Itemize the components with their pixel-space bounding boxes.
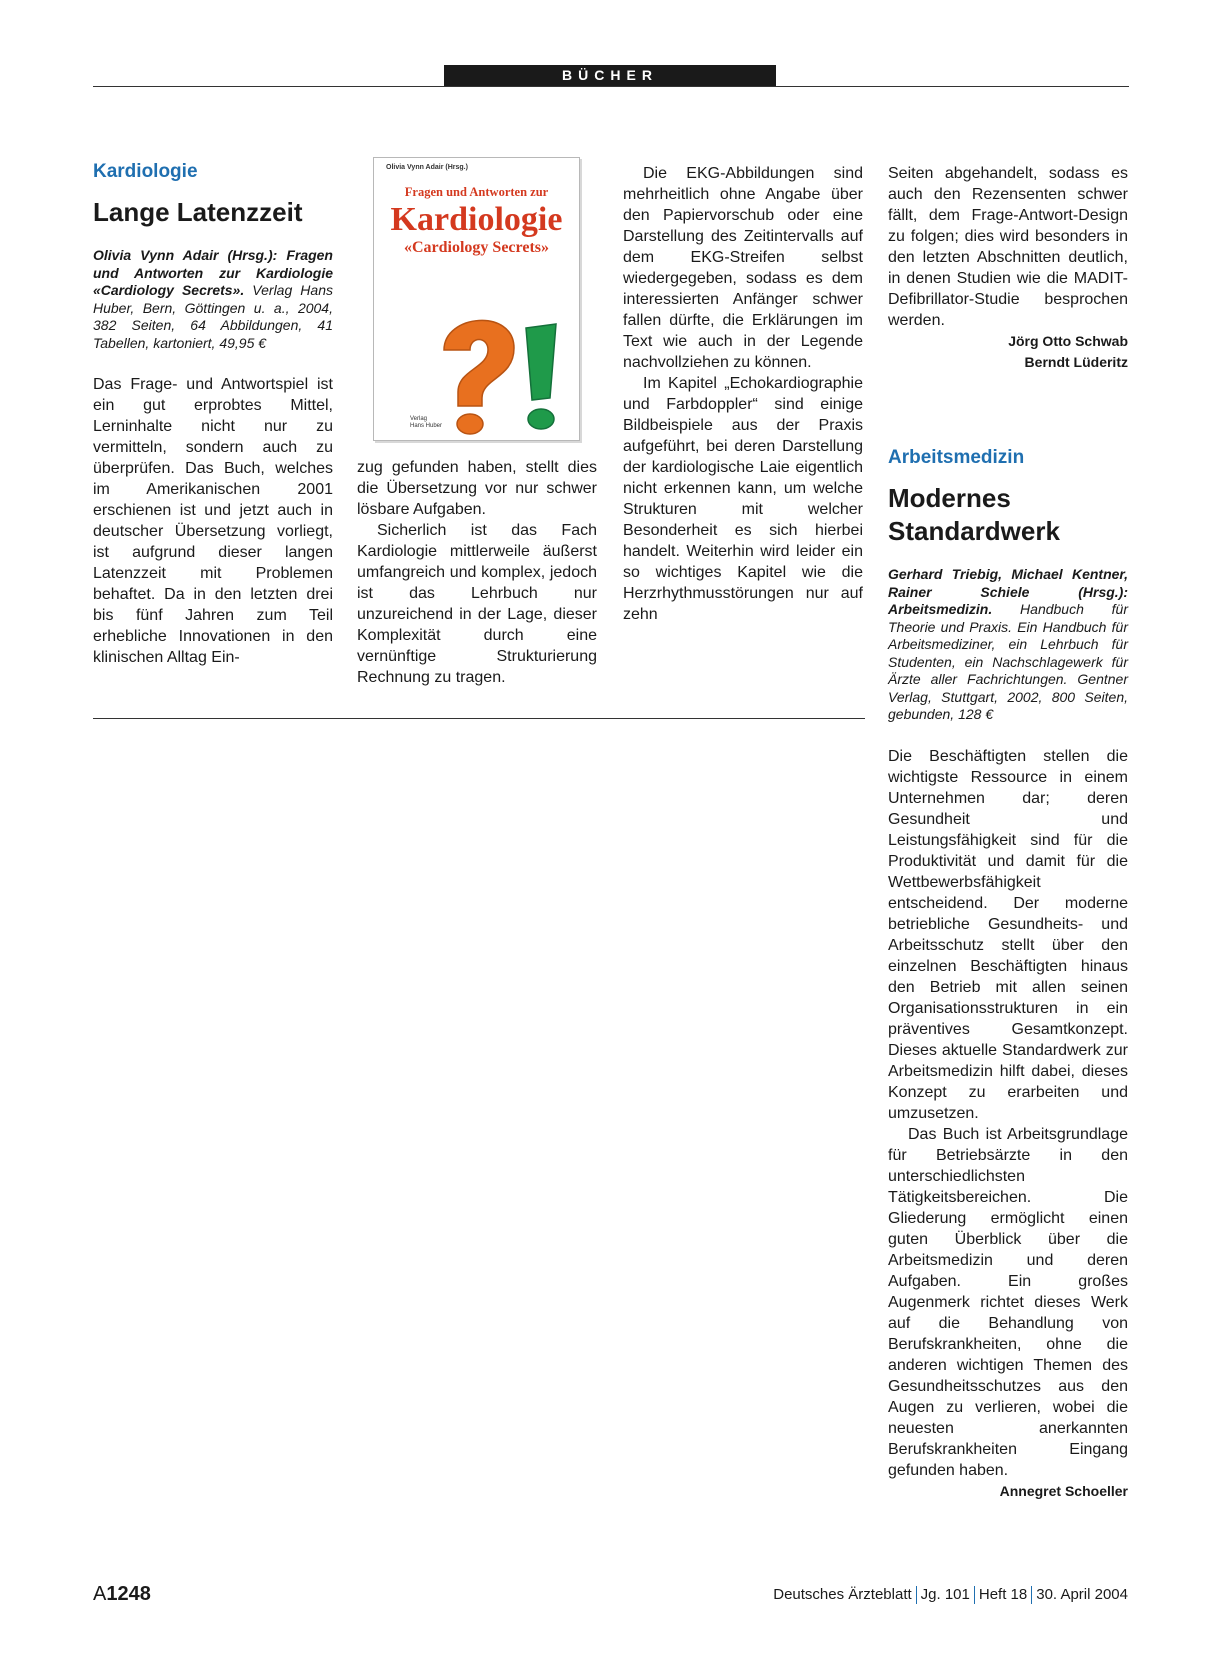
review2-signature: Annegret Schoeller [999, 1482, 1128, 1499]
review1-column1 [93, 160, 333, 668]
review1-paragraph: Das Frage- und Antwortspiel ist ein gut erprobtes Mittel, Lerninhalte nicht nur zu vermitteln, sondern auch zu überprüfen. Das Buch, welches im Amerikanischen 2001 erschienen ist und jetzt auch in deutscher Übersetzung vorliegt, ist aufgrund dieser langen Latenzzeit mit Problemen behaftet. Da in den letzten drei bis fünf Jahren zum Teil erhebliche Innovationen in den klinischen Alltag Ein- [93, 376, 333, 666]
page-number-value: 1248 [106, 1583, 151, 1605]
review2-headline-line2: Standardwerk [888, 516, 1060, 546]
review2-paragraph2-text: Das Buch ist Arbeitsgrundlage für Betriebsärzte in den unterschiedlichsten Tätigkeitsbereichen. Die Gliederung ermöglicht einen guten Überblick über die Arbeitsmedizin und deren Aufgaben. Ein großes Augenmerk richtet dieses Werk auf die Behandlung von Berufskrankheiten, ohne die anderen wichtigen Themen des Gesundheitsschutzes aus den Augen zu verlieren, wobei die neuesten anerkannten Berufskrankheiten Eingang gefunden haben. [888, 1125, 1128, 1479]
review1-biblio-title: Olivia Vynn Adair (Hrsg.): Fragen und Antworten zur Kardiologie «Cardiology Secrets». [93, 247, 333, 298]
page-number [93, 1583, 151, 1606]
footer-journal-info [773, 1586, 1128, 1604]
review1-col2-paragraph1: zug gefunden haben, stellt dies die Übersetzung vor nur schwer lösbare Aufgaben. [357, 459, 597, 518]
book-cover-kardiologie [373, 157, 580, 441]
review2-biblio-details: Handbuch für Theorie und Praxis. Ein Handbuch für Arbeitsmediziner, ein Lehrbuch für Studenten, ein Nachschlagewerk für Ärzte aller Fachrichtungen. Gentner Verlag, Stuttgart, 2002, 800 Seiten, gebunden, 128 € [888, 601, 1128, 722]
review1-column3 [623, 163, 863, 625]
column4 [888, 163, 1128, 1502]
footer-journal: Deutsches Ärzteblatt [773, 1586, 912, 1603]
review2-category: Arbeitsmedizin [888, 447, 1025, 468]
cover-publisher-logo [410, 416, 442, 430]
cover-title-line3: «Cardiology Secrets» [403, 239, 549, 256]
page-prefix: A [93, 1583, 107, 1605]
footer-date: 30. April 2004 [1036, 1586, 1128, 1603]
review1-col3-paragraph2: Im Kapitel „Echokardiographie und Farbdoppler“ sind einige Bildbeispiele aus der Praxis aufgeführt, bei deren Darstellung der kardiologische Laie eigentlich nicht erkennen kann, um welche Strukturen mit welcher Besonderheit es sich hierbei handelt. Weiterhin wird leider ein so wichtiges Kapitel wie die Herzrhythmusstörungen nur auf zehn [623, 375, 863, 623]
review1-headline: Lange Latenzzeit [93, 197, 303, 227]
review1-biblio-details: Verlag Hans Huber, Bern, Göttingen u. a., 2004, 382 Seiten, 64 Abbildungen, 41 Tabellen, kartoniert, 49,95 € [93, 282, 333, 351]
header-rule [93, 86, 1129, 87]
cover-publisher-line2: Hans Huber [410, 423, 443, 429]
review2-paragraph1: Die Beschäftigten stellen die wichtigste Ressource in einem Unternehmen dar; deren Gesundheit und Leistungsfähigkeit sind für die Produktivität und damit für die Wettbewerbsfähigkeit entscheidend. Der moderne betriebliche Gesundheits- und Arbeitsschutz stellt über den einzelnen Beschäftigten hinaus den Betrieb mit allen seinen Organisationsstrukturen in ein präventives Gesamtkonzept. Dieses aktuelle Standardwerk zur Arbeitsmedizin hilft dabei, dieses Konzept zu erarbeiten und umzusetzen. [888, 747, 1128, 1122]
cover-title-line1: Fragen und Antworten zur [404, 185, 549, 199]
cover-publisher-line1: Verlag [410, 416, 428, 422]
footer-separator [1031, 1586, 1032, 1604]
review2-headline [888, 482, 1128, 548]
footer-issue: Heft 18 [978, 1586, 1028, 1603]
review1-col4-paragraph: Seiten abgehandelt, sodass es auch den Rezensenten schwer fällt, dem Frage-Antwort-Design zu folgen; dies wird besonders in den letzten Abschnitten deutlich, in denen Studien wie die MADIT-Defibrillator-Studie besprochen werden. [888, 165, 1128, 329]
review1-signature-2: Berndt Lüderitz [1024, 354, 1128, 370]
review1-category: Kardiologie [93, 161, 198, 182]
review1-biblio [93, 247, 333, 352]
article-end-rule [93, 718, 865, 719]
review2-biblio [888, 566, 1128, 724]
question-exclamation-icon [374, 278, 579, 440]
review2-biblio-title: Gerhard Triebig, Michael Kentner, Rainer Schiele (Hrsg.): Arbeitsmedizin. [888, 566, 1128, 617]
review1-col3-paragraph1: Die EKG-Abbildungen sind mehrheitlich ohne Angabe über den Papiervorschub oder eine Darstellung des Zeitintervalls auf dem EKG-Streifen selbst wiedergegeben, sodass es dem interessierten Anfänger schwer fallen dürfte, die Erklärungen im Text wie auch in der Legende nachvollziehen zu können. [623, 165, 863, 371]
footer-separator [916, 1586, 917, 1604]
footer-separator [974, 1586, 975, 1604]
review1-signature-1: Jörg Otto Schwab [1008, 333, 1128, 349]
review1-col2-paragraph2: Sicherlich ist das Fach Kardiologie mittlerweile äußerst umfangreich und komplex, jedoch ist das Lehrbuch nur unzureichend in der Lage, dieser Komplexität durch eine vernünftige Strukturierung Rechnung zu tragen. [357, 522, 597, 686]
cover-author: Olivia Vynn Adair (Hrsg.) [386, 164, 468, 171]
review2-paragraph2 [888, 1124, 1128, 1499]
section-header: BÜCHER [444, 65, 776, 86]
review2-headline-line1: Modernes [888, 483, 1011, 513]
footer-volume: Jg. 101 [920, 1586, 970, 1603]
cover-title-line2: Kardiologie [390, 201, 563, 238]
review1-column2 [357, 457, 597, 688]
